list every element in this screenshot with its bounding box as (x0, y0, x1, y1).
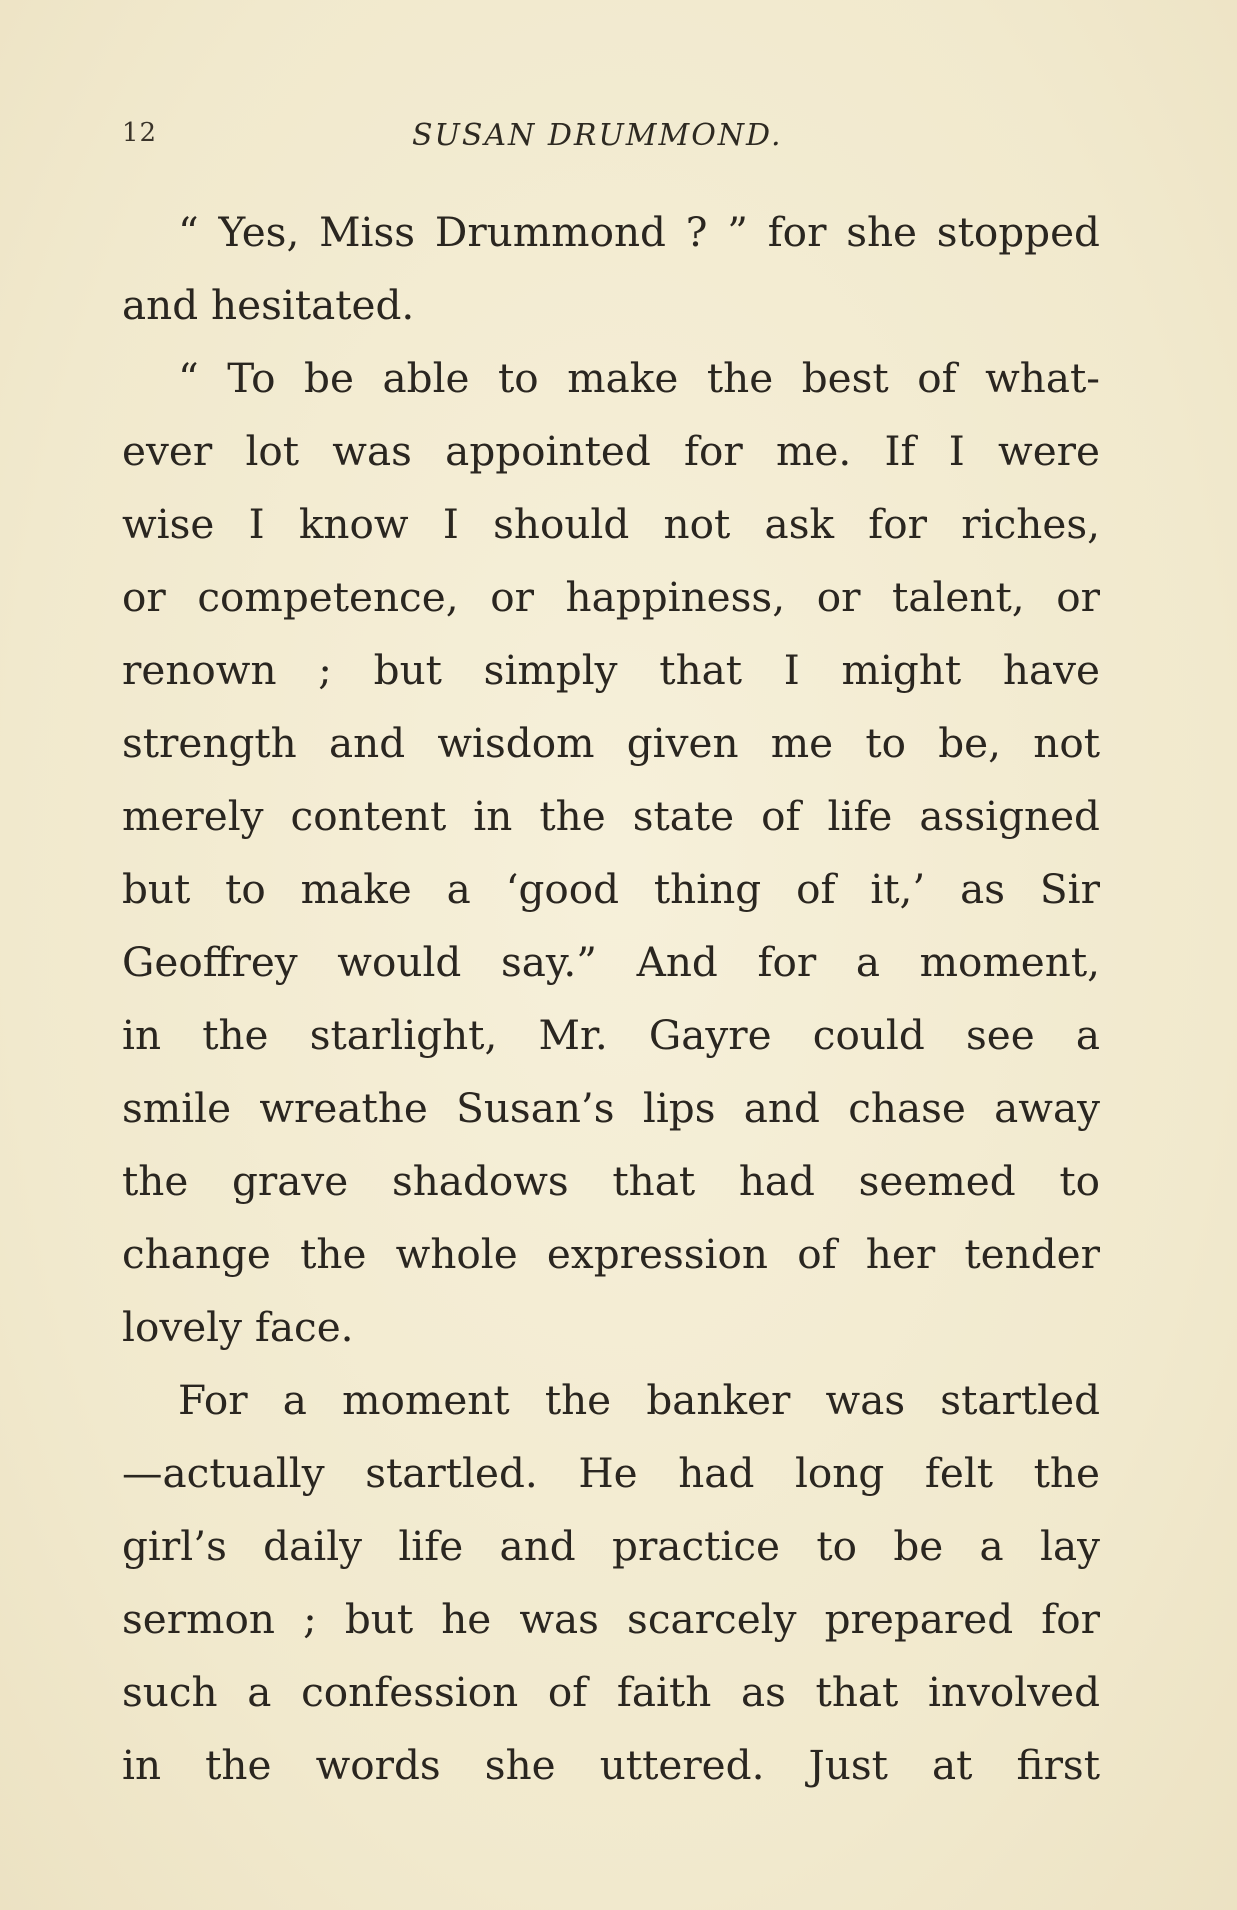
page-header (122, 118, 1102, 158)
text-line: girl’s daily life and practice to be a lay (122, 1522, 1100, 1570)
text-line: merely content in the state of life assigned (122, 792, 1100, 840)
page-number: 12 (122, 118, 158, 148)
text-line: sermon ; but he was scarcely prepared for (122, 1595, 1100, 1643)
text-line: smile wreathe Susan’s lips and chase away (122, 1084, 1100, 1132)
text-line: For a moment the banker was startled (178, 1376, 1100, 1424)
text-line: in the words she uttered. Just at first (122, 1741, 1100, 1789)
text-line: in the starlight, Mr. Gayre could see a (122, 1011, 1100, 1059)
text-line: —actually startled. He had long felt the (122, 1449, 1100, 1497)
text-line: such a confession of faith as that involved (122, 1668, 1100, 1716)
text-line: lovely face. (122, 1303, 354, 1351)
text-line: ever lot was appointed for me. If I were (122, 427, 1100, 475)
text-line: change the whole expression of her tender (122, 1230, 1100, 1278)
text-line: and hesitated. (122, 281, 415, 329)
text-line: “ Yes, Miss Drummond ? ” for she stopped (178, 208, 1100, 256)
text-line: Geoffrey would say.” And for a moment, (122, 938, 1100, 986)
running-title: SUSAN DRUMMOND. (412, 118, 783, 153)
text-line: strength and wisdom given me to be, not (122, 719, 1100, 767)
text-line: the grave shadows that had seemed to (122, 1157, 1100, 1205)
text-line: or competence, or happiness, or talent, or (122, 573, 1100, 621)
body-text (122, 196, 1100, 1802)
text-line: but to make a ‘good thing of it,’ as Sir (122, 865, 1100, 913)
text-line: renown ; but simply that I might have (122, 646, 1100, 694)
text-line: “ To be able to make the best of what- (178, 354, 1100, 402)
text-line: wise I know I should not ask for riches, (122, 500, 1100, 548)
